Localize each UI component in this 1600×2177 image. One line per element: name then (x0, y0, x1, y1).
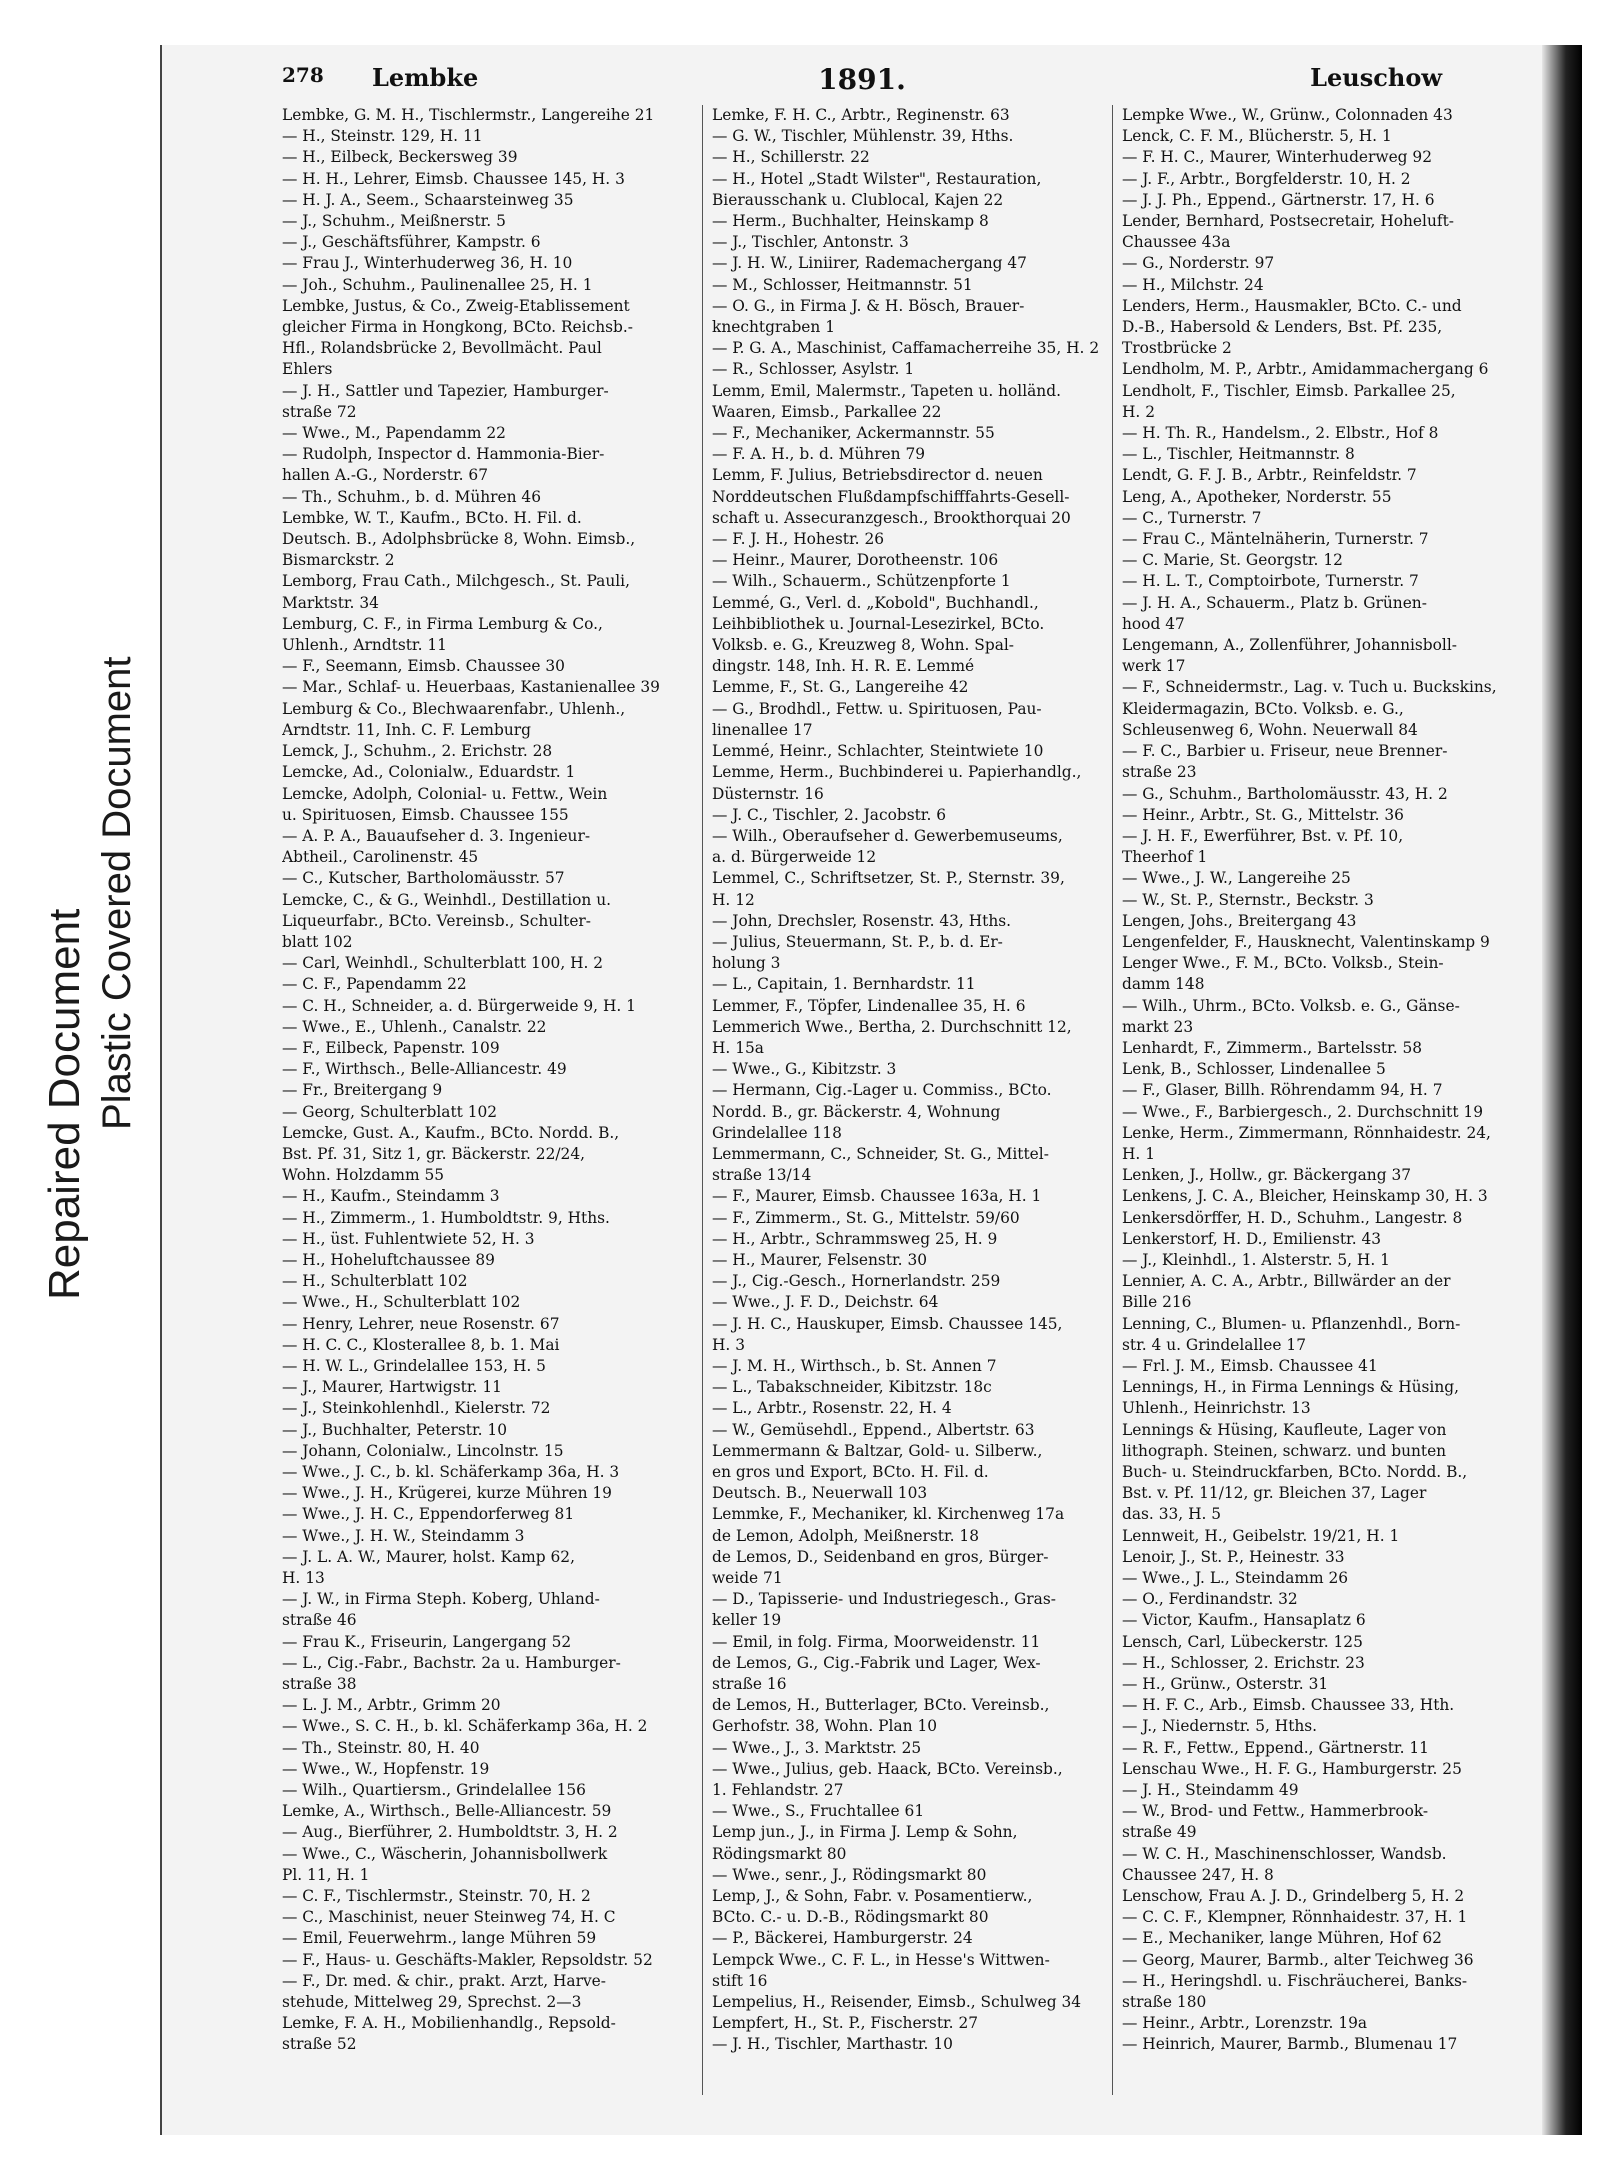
directory-entry: — W. C. H., Maschinenschlosser, Wandsb. (1122, 1844, 1447, 1863)
directory-entry: Uhlenh., Arndtstr. 11 (282, 636, 447, 655)
directory-entry: Grindelallee 118 (712, 1123, 842, 1142)
directory-entry: Lennweit, H., Geibelstr. 19/21, H. 1 (1122, 1526, 1400, 1545)
directory-entry: — Julius, Steuermann, St. P., b. d. Er- (712, 932, 1003, 951)
directory-entry: — Johann, Colonialw., Lincolnstr. 15 (282, 1441, 564, 1460)
directory-entry: damm 148 (1122, 975, 1205, 994)
directory-entry: — H. C. C., Klosterallee 8, b. 1. Mai (282, 1335, 560, 1354)
directory-entry: — J., Buchhalter, Peterstr. 10 (282, 1420, 507, 1439)
directory-entry: — J. H. W., Liniirer, Rademachergang 47 (712, 254, 1027, 273)
directory-entry: — Georg, Maurer, Barmb., alter Teichweg 36 (1122, 1950, 1474, 1969)
directory-entry: — F., Schneidermstr., Lag. v. Tuch u. Buckskins, (1122, 678, 1497, 697)
directory-entry: H. 1 (1122, 1144, 1155, 1163)
directory-entry: — Hermann, Cig.-Lager u. Commiss., BCto. (712, 1081, 1052, 1100)
directory-entry: Lemke, A., Wirthsch., Belle-Alliancestr. 59 (282, 1802, 612, 1821)
directory-entry: Lenoir, J., St. P., Heinestr. 33 (1122, 1547, 1345, 1566)
directory-entry: — L., Cig.-Fabr., Bachstr. 2a u. Hamburger- (282, 1653, 621, 1672)
directory-entry: — Frau C., Mäntelnäherin, Turnerstr. 7 (1122, 530, 1429, 549)
directory-entry: — Wwe., W., Hopfenstr. 19 (282, 1759, 490, 1778)
directory-entry: straße 16 (712, 1675, 787, 1694)
directory-entry: keller 19 (712, 1611, 782, 1630)
scan-sidebar (0, 0, 150, 2177)
directory-entry: — J. H., Tischler, Marthastr. 10 (712, 2035, 953, 2054)
directory-entry: — H., Steinstr. 129, H. 11 (282, 127, 483, 146)
directory-entry: — W., St. P., Sternstr., Beckstr. 3 (1122, 890, 1374, 909)
directory-entry: — Wilh., Oberaufseher d. Gewerbemuseums, (712, 826, 1063, 845)
directory-entry: — H., Maurer, Felsenstr. 30 (712, 1250, 928, 1269)
directory-entry: — Wwe., J. H. W., Steindamm 3 (282, 1526, 525, 1545)
directory-entry: — Heinrich, Maurer, Barmb., Blumenau 17 (1122, 2035, 1458, 2054)
directory-entry: Buch- u. Steindruckfarben, BCto. Nordd. B., (1122, 1463, 1468, 1481)
directory-entry: Lembke, W. T., Kaufm., BCto. H. Fil. d. (282, 508, 582, 527)
directory-entry: — H., üst. Fuhlentwiete 52, H. 3 (282, 1229, 535, 1248)
directory-entry: Lenkersdörffer, H. D., Schuhm., Langestr. 8 (1122, 1208, 1463, 1227)
directory-entry: — C. H., Schneider, a. d. Bürgerweide 9, H. 1 (282, 996, 636, 1015)
directory-entry: Lengemann, A., Zollenführer, Johannisboll- (1122, 636, 1457, 655)
directory-entry: — F. C., Barbier u. Friseur, neue Brenner- (1122, 742, 1448, 761)
directory-entry: Leihbibliothek u. Journal-Lesezirkel, BCto. (712, 614, 1045, 633)
directory-entry: Lenkens, J. C. A., Bleicher, Heinskamp 30, H. 3 (1122, 1187, 1488, 1206)
directory-entry: — Th., Steinstr. 80, H. 40 (282, 1738, 480, 1757)
directory-entry: — Wwe., H., Schulterblatt 102 (282, 1293, 521, 1312)
directory-entry: Lempck Wwe., C. F. L., in Hesse's Wittwen- (712, 1950, 1050, 1969)
directory-entry: — H., Hotel „Stadt Wilster", Restauration, (712, 169, 1042, 188)
directory-entry: — L. J. M., Arbtr., Grimm 20 (282, 1696, 501, 1715)
directory-entry: — Heinr., Arbtr., Lorenzstr. 19a (1122, 2014, 1368, 2033)
directory-entry: — L., Arbtr., Rosenstr. 22, H. 4 (712, 1399, 952, 1418)
directory-entry: hood 47 (1122, 614, 1185, 633)
directory-entry: — L., Tabakschneider, Kibitzstr. 18c (712, 1378, 992, 1397)
directory-entry: D.-B., Habersold & Lenders, Bst. Pf. 235, (1122, 318, 1443, 337)
directory-entry: — O. G., in Firma J. & H. Bösch, Brauer- (712, 296, 1025, 315)
directory-entry: — H., Zimmerm., 1. Humboldtstr. 9, Hths. (282, 1208, 610, 1227)
directory-entry: — P., Bäckerei, Hamburgerstr. 24 (712, 1929, 973, 1948)
directory-entry: — A. P. A., Bauaufseher d. 3. Ingenieur- (282, 826, 591, 845)
directory-entry: linenallee 17 (712, 720, 813, 739)
directory-entry: — E., Mechaniker, lange Mühren, Hof 62 (1122, 1929, 1442, 1948)
directory-entry: — Wwe., J. H., Krügerei, kurze Mühren 19 (282, 1484, 612, 1503)
directory-entry: — M., Schlosser, Heitmannstr. 51 (712, 275, 973, 294)
directory-entry: Lenschau Wwe., H. F. G., Hamburgerstr. 25 (1122, 1759, 1462, 1778)
directory-entry: — Joh., Schuhm., Paulinenallee 25, H. 1 (282, 275, 593, 294)
directory-entry: — D., Tapisserie- und Industriegesch., Gras- (712, 1590, 1056, 1609)
directory-entry: Lemborg, Frau Cath., Milchgesch., St. Pauli, (282, 572, 630, 591)
directory-entry: straße 180 (1122, 1993, 1207, 2012)
directory-entry: — Wwe., M., Papendamm 22 (282, 424, 506, 443)
directory-entry: Lemburg & Co., Blechwaarenfabr., Uhlenh., (282, 699, 626, 718)
directory-entry: — L., Tischler, Heitmannstr. 8 (1122, 445, 1355, 464)
directory-entry: — J. J. Ph., Eppend., Gärtnerstr. 17, H. 6 (1122, 190, 1435, 209)
directory-entry: straße 72 (282, 402, 357, 421)
directory-entry: Lendholt, F., Tischler, Eimsb. Parkallee 25, (1122, 381, 1456, 400)
directory-entry: Lenschow, Frau A. J. D., Grindelberg 5, H. 2 (1122, 1887, 1465, 1906)
directory-entry: Lennier, A. C. A., Arbtr., Billwärder an der (1122, 1272, 1451, 1291)
directory-entry: Lengen, Johs., Breitergang 43 (1122, 911, 1357, 930)
directory-entry: stehude, Mittelweg 29, Sprechst. 2—3 (282, 1993, 582, 2012)
directory-entry: — Heinr., Maurer, Dorotheenstr. 106 (712, 551, 999, 570)
directory-entry: — Fr., Breitergang 9 (282, 1081, 443, 1100)
directory-entry: Chaussee 247, H. 8 (1122, 1865, 1274, 1884)
directory-entry: Schleusenweg 6, Wohn. Neuerwall 84 (1122, 720, 1418, 739)
directory-entry: Nordd. B., gr. Bäckerstr. 4, Wohnung (712, 1102, 1001, 1121)
directory-entry: — J. F., Arbtr., Borgfelderstr. 10, H. 2 (1122, 169, 1411, 188)
directory-entry: — H., Hoheluftchaussee 89 (282, 1250, 495, 1269)
directory-page (160, 45, 1582, 2135)
directory-entry: Theerhof 1 (1122, 848, 1208, 867)
directory-entry: — Wwe., senr., J., Rödingsmarkt 80 (712, 1865, 987, 1884)
directory-entry: Bismarckstr. 2 (282, 551, 395, 570)
header-right-word: Leuschow (1310, 63, 1442, 92)
directory-entry: — J., Steinkohlenhdl., Kielerstr. 72 (282, 1399, 551, 1418)
directory-entry: — J., Geschäftsführer, Kampstr. 6 (282, 233, 541, 252)
directory-entry: — R. F., Fettw., Eppend., Gärtnerstr. 11 (1122, 1738, 1429, 1757)
directory-entry: Lenders, Herm., Hausmakler, BCto. C.- und (1122, 296, 1462, 315)
directory-entry: Lensch, Carl, Lübeckerstr. 125 (1122, 1632, 1363, 1651)
directory-entry: — Wilh., Schauerm., Schützenpforte 1 (712, 572, 1011, 591)
directory-entry: Lemmke, F., Mechaniker, kl. Kirchenweg 17a (712, 1505, 1065, 1524)
directory-entry: weide 71 (712, 1569, 783, 1588)
directory-entry: schaft u. Assecuranzgesch., Brookthorquai 20 (712, 508, 1071, 527)
directory-entry: de Lemos, H., Butterlager, BCto. Vereinsb., (712, 1696, 1050, 1715)
directory-entry: — Frl. J. M., Eimsb. Chaussee 41 (1122, 1356, 1378, 1375)
directory-entry: — G., Norderstr. 97 (1122, 254, 1275, 273)
directory-entry: Düsternstr. 16 (712, 784, 824, 803)
directory-entry: straße 46 (282, 1611, 357, 1630)
plastic-covered-label: Plastic Covered Document (95, 656, 139, 1130)
directory-entry: knechtgraben 1 (712, 318, 836, 337)
directory-entry: BCto. C.- u. D.-B., Rödingsmarkt 80 (712, 1908, 989, 1927)
page-header (282, 63, 1442, 99)
directory-entry: Lemmé, G., Verl. d. „Kobold", Buchhandl., (712, 593, 1039, 612)
directory-entry: str. 4 u. Grindelallee 17 (1122, 1335, 1306, 1354)
directory-entry: — G., Schuhm., Bartholomäusstr. 43, H. 2 (1122, 784, 1448, 803)
directory-entry: — Wwe., C., Wäscherin, Johannisbollwerk (282, 1844, 608, 1863)
header-left-word: Lembke (372, 63, 479, 92)
directory-entry: en gros und Export, BCto. H. Fil. d. (712, 1463, 989, 1481)
directory-entry: — J., Kleinhdl., 1. Alsterstr. 5, H. 1 (1122, 1250, 1390, 1269)
directory-entry: — C. F., Tischlermstr., Steinstr. 70, H. 2 (282, 1887, 591, 1906)
directory-entry: Lenk, B., Schlosser, Lindenallee 5 (1122, 1060, 1386, 1079)
directory-entry: — H., Schlosser, 2. Erichstr. 23 (1122, 1653, 1365, 1672)
header-year: 1891. (818, 63, 906, 96)
directory-entry: — G. W., Tischler, Mühlenstr. 39, Hths. (712, 127, 1014, 146)
directory-entry: — J. L. A. W., Maurer, holst. Kamp 62, (282, 1547, 575, 1566)
directory-entry: — Carl, Weinhdl., Schulterblatt 100, H. 2 (282, 954, 604, 973)
directory-entry: lithograph. Steinen, schwarz. und bunten (1122, 1441, 1447, 1460)
directory-entry: Lenke, Herm., Zimmermann, Rönnhaidestr. 24, (1122, 1123, 1491, 1142)
directory-entry: — J., Tischler, Antonstr. 3 (712, 233, 909, 252)
directory-column-3 (1122, 105, 1532, 2056)
directory-column-2 (712, 105, 1132, 2056)
directory-entry: — Wwe., J. C., b. kl. Schäferkamp 36a, H. 3 (282, 1463, 620, 1481)
directory-entry: — Wilh., Quartiersm., Grindelallee 156 (282, 1781, 586, 1800)
directory-entry: werk 17 (1122, 657, 1186, 676)
directory-entry: Lemp, J., & Sohn, Fabr. v. Posamentierw., (712, 1887, 1033, 1906)
directory-entry: — F., Glaser, Billh. Röhrendamm 94, H. 7 (1122, 1081, 1443, 1100)
directory-entry: Abtheil., Carolinenstr. 45 (282, 848, 479, 867)
directory-entry: dingstr. 148, Inh. H. R. E. Lemmé (712, 657, 975, 676)
directory-entry: Lembke, Justus, & Co., Zweig-Etablissement (282, 296, 630, 315)
directory-entry: — Wwe., G., Kibitzstr. 3 (712, 1060, 897, 1079)
directory-entry: u. Spirituosen, Eimsb. Chaussee 155 (282, 805, 569, 824)
directory-entry: Lenning, C., Blumen- u. Pflanzenhdl., Born- (1122, 1314, 1461, 1333)
directory-entry: gleicher Firma in Hongkong, BCto. Reichsb.- (282, 318, 633, 337)
directory-entry: — H., Kaufm., Steindamm 3 (282, 1187, 500, 1206)
directory-entry: Lenck, C. F. M., Blücherstr. 5, H. 1 (1122, 127, 1392, 146)
directory-entry: — F., Seemann, Eimsb. Chaussee 30 (282, 657, 565, 676)
directory-entry: Lempke Wwe., W., Grünw., Colonnaden 43 (1122, 106, 1453, 124)
directory-entry: — J. H., Sattler und Tapezier, Hamburger- (282, 381, 609, 400)
directory-entry: — Aug., Bierführer, 2. Humboldtstr. 3, H. 2 (282, 1823, 618, 1842)
directory-entry: Lender, Bernhard, Postsecretair, Hoheluft- (1122, 212, 1454, 231)
directory-entry: — J., Niedernstr. 5, Hths. (1122, 1717, 1318, 1736)
directory-entry: — Wwe., J. F. D., Deichstr. 64 (712, 1293, 939, 1312)
directory-entry: — Wwe., E., Uhlenh., Canalstr. 22 (282, 1017, 547, 1036)
directory-entry: — R., Schlosser, Asylstr. 1 (712, 360, 915, 379)
directory-entry: — C., Maschinist, neuer Steinweg 74, H. C (282, 1908, 616, 1927)
directory-entry: — Emil, in folg. Firma, Moorweidenstr. 11 (712, 1632, 1041, 1651)
directory-entry: — Mar., Schlaf- u. Heuerbaas, Kastanienallee 39 (282, 678, 660, 697)
directory-entry: markt 23 (1122, 1017, 1194, 1036)
directory-entry: Lenkerstorf, H. D., Emilienstr. 43 (1122, 1229, 1382, 1248)
directory-entry: Lenhardt, F., Zimmerm., Bartelsstr. 58 (1122, 1038, 1423, 1057)
directory-entry: — W., Brod- und Fettw., Hammerbrook- (1122, 1802, 1429, 1821)
directory-entry: — F., Zimmerm., St. G., Mittelstr. 59/60 (712, 1208, 1020, 1227)
directory-entry: H. 13 (282, 1569, 325, 1588)
directory-entry: — Wwe., F., Barbiergesch., 2. Durchschnitt 19 (1122, 1102, 1483, 1121)
directory-entry: Lemke, F. A. H., Mobilienhandlg., Repsold- (282, 2014, 616, 2033)
directory-entry: — H., Milchstr. 24 (1122, 275, 1264, 294)
directory-entry: — Frau J., Winterhuderweg 36, H. 10 (282, 254, 573, 273)
directory-entry: — Wilh., Uhrm., BCto. Volksb. e. G., Gänse- (1122, 996, 1460, 1015)
directory-entry: — P. G. A., Maschinist, Caffamacherreihe 35, H. 2 (712, 339, 1100, 358)
page-edge (1542, 45, 1582, 2135)
directory-entry: Lembke, G. M. H., Tischlermstr., Langereihe 21 (282, 106, 655, 124)
directory-entry: Lenger Wwe., F. M., BCto. Volksb., Stein- (1122, 954, 1444, 973)
directory-entry: Lendholm, M. P., Arbtr., Amidammachergang 6 (1122, 360, 1489, 379)
directory-entry: — H., Grünw., Osterstr. 31 (1122, 1675, 1329, 1694)
directory-entry: a. d. Bürgerweide 12 (712, 848, 877, 867)
directory-entry: straße 38 (282, 1675, 357, 1694)
directory-entry: — C., Turnerstr. 7 (1122, 508, 1262, 527)
directory-entry: Lemburg, C. F., in Firma Lemburg & Co., (282, 614, 603, 633)
directory-entry: — F. A. H., b. d. Mühren 79 (712, 445, 926, 464)
directory-entry: Lemcke, Adolph, Colonial- u. Fettw., Wein (282, 784, 608, 803)
directory-entry: — J. H., Steindamm 49 (1122, 1781, 1299, 1800)
directory-entry: H. 3 (712, 1335, 745, 1354)
directory-entry: Lennings & Hüsing, Kaufleute, Lager von (1122, 1420, 1447, 1439)
directory-entry: Ehlers (282, 360, 333, 379)
directory-entry: Lemcke, Gust. A., Kaufm., BCto. Nordd. B., (282, 1123, 620, 1142)
directory-entry: — Henry, Lehrer, neue Rosenstr. 67 (282, 1314, 560, 1333)
directory-entry: blatt 102 (282, 932, 353, 951)
directory-entry: — Wwe., J., 3. Marktstr. 25 (712, 1738, 922, 1757)
directory-entry: — L., Capitain, 1. Bernhardstr. 11 (712, 975, 976, 994)
directory-entry: Wohn. Holzdamm 55 (282, 1166, 445, 1185)
directory-entry: Waaren, Eimsb., Parkallee 22 (712, 402, 942, 421)
directory-entry: — J., Schuhm., Meißnerstr. 5 (282, 212, 506, 231)
directory-entry: — Georg, Schulterblatt 102 (282, 1102, 498, 1121)
directory-entry: Lempfert, H., St. P., Fischerstr. 27 (712, 2014, 979, 2033)
directory-entry: Chaussee 43a (1122, 233, 1231, 252)
directory-entry: Lemp jun., J., in Firma J. Lemp & Sohn, (712, 1823, 1018, 1842)
directory-entry: — Wwe., S., Fruchtallee 61 (712, 1802, 925, 1821)
directory-entry: Gerhofstr. 38, Wohn. Plan 10 (712, 1717, 938, 1736)
directory-entry: Hfl., Rolandsbrücke 2, Bevollmächt. Paul (282, 339, 602, 358)
directory-entry: — H. Th. R., Handelsm., 2. Elbstr., Hof 8 (1122, 424, 1439, 443)
directory-entry: — C., Kutscher, Bartholomäusstr. 57 (282, 869, 565, 888)
directory-entry: — F., Dr. med. & chir., prakt. Arzt, Harve- (282, 1971, 606, 1990)
directory-entry: — H. J. A., Seem., Schaarsteinweg 35 (282, 190, 574, 209)
directory-entry: holung 3 (712, 954, 781, 973)
directory-entry: — Heinr., Arbtr., St. G., Mittelstr. 36 (1122, 805, 1404, 824)
directory-entry: — Emil, Feuerwehrm., lange Mühren 59 (282, 1929, 597, 1948)
directory-entry: hallen A.-G., Norderstr. 67 (282, 466, 488, 485)
directory-entry: — J. C., Tischler, 2. Jacobstr. 6 (712, 805, 947, 824)
directory-entry: 1. Fehlandstr. 27 (712, 1781, 844, 1800)
directory-entry: Lemmermann, C., Schneider, St. G., Mittel- (712, 1144, 1049, 1163)
directory-entry: — H. L. T., Comptoirbote, Turnerstr. 7 (1122, 572, 1419, 591)
directory-entry: — J. W., in Firma Steph. Koberg, Uhland- (282, 1590, 600, 1609)
directory-entry: Lemcke, Ad., Colonialw., Eduardstr. 1 (282, 763, 576, 782)
directory-entry: stift 16 (712, 1971, 768, 1990)
directory-entry: de Lemon, Adolph, Meißnerstr. 18 (712, 1526, 980, 1545)
directory-entry: — H. F. C., Arb., Eimsb. Chaussee 33, Hth. (1122, 1696, 1455, 1715)
directory-entry: Trostbrücke 2 (1122, 339, 1232, 358)
directory-entry: — F., Haus- u. Geschäfts-Makler, Repsoldstr. 52 (282, 1950, 653, 1969)
directory-entry: — Wwe., S. C. H., b. kl. Schäferkamp 36a, H. 2 (282, 1717, 648, 1736)
directory-entry: Lemm, F. Julius, Betriebsdirector d. neuen (712, 466, 1043, 485)
directory-entry: — H., Schillerstr. 22 (712, 148, 870, 167)
directory-entry: Volksb. e. G., Kreuzweg 8, Wohn. Spal- (712, 636, 1014, 655)
directory-entry: Bierausschank u. Clublocal, Kajen 22 (712, 190, 1004, 209)
directory-entry: Liqueurfabr., BCto. Vereinsb., Schulter- (282, 911, 591, 930)
directory-entry: Marktstr. 34 (282, 593, 379, 612)
directory-entry: H. 2 (1122, 402, 1155, 421)
directory-entry: Lemmer, F., Töpfer, Lindenallee 35, H. 6 (712, 996, 1026, 1015)
directory-entry: — F., Mechaniker, Ackermannstr. 55 (712, 424, 995, 443)
directory-entry: — Th., Schuhm., b. d. Mühren 46 (282, 487, 542, 506)
directory-entry: de Lemos, D., Seidenband en gros, Bürger- (712, 1547, 1049, 1566)
directory-entry: straße 13/14 (712, 1166, 812, 1185)
directory-entry: Lemmé, Heinr., Schlachter, Steintwiete 10 (712, 742, 1044, 761)
directory-entry: — Frau K., Friseurin, Langergang 52 (282, 1632, 572, 1651)
directory-entry: — G., Brodhdl., Fettw. u. Spirituosen, Pau- (712, 699, 1042, 718)
directory-entry: — Wwe., Julius, geb. Haack, BCto. Vereinsb., (712, 1759, 1063, 1778)
directory-entry: Lemm, Emil, Malermstr., Tapeten u. holländ. (712, 381, 1061, 400)
directory-entry: — J. H. C., Hauskuper, Eimsb. Chaussee 145, (712, 1314, 1063, 1333)
directory-entry: Lengenfelder, F., Hausknecht, Valentinskamp 9 (1122, 932, 1490, 951)
directory-entry: H. 12 (712, 890, 755, 909)
directory-entry: Deutsch. B., Adolphsbrücke 8, Wohn. Eimsb., (282, 530, 636, 549)
directory-entry: straße 49 (1122, 1823, 1197, 1842)
directory-entry: Lemmel, C., Schriftsetzer, St. P., Sternstr. 39, (712, 869, 1065, 888)
directory-entry: Lennings, H., in Firma Lennings & Hüsing, (1122, 1378, 1460, 1397)
directory-entry: Lemcke, C., & G., Weinhdl., Destillation u. (282, 890, 612, 909)
directory-entry: straße 52 (282, 2035, 357, 2054)
directory-entry: Lemke, F. H. C., Arbtr., Reginenstr. 63 (712, 106, 1010, 124)
directory-entry: — J. H. F., Ewerführer, Bst. v. Pf. 10, (1122, 826, 1404, 845)
directory-entry: — H., Arbtr., Schrammsweg 25, H. 9 (712, 1229, 998, 1248)
directory-entry: — W., Gemüsehdl., Eppend., Albertstr. 63 (712, 1420, 1035, 1439)
directory-entry: de Lemos, G., Cig.-Fabrik und Lager, Wex- (712, 1653, 1041, 1672)
directory-entry: Lemck, J., Schuhm., 2. Erichstr. 28 (282, 742, 553, 761)
directory-entry: Deutsch. B., Neuerwall 103 (712, 1484, 928, 1503)
directory-entry: — C. F., Papendamm 22 (282, 975, 467, 994)
directory-entry: — F. H. C., Maurer, Winterhuderweg 92 (1122, 148, 1433, 167)
directory-entry: — F. J. H., Hohestr. 26 (712, 530, 885, 549)
directory-entry: Arndtstr. 11, Inh. C. F. Lemburg (282, 720, 531, 739)
directory-entry: — Herm., Buchhalter, Heinskamp 8 (712, 212, 989, 231)
directory-entry: — H., Eilbeck, Beckersweg 39 (282, 148, 518, 167)
directory-entry: — J. H. A., Schauerm., Platz b. Grünen- (1122, 593, 1427, 612)
directory-entry: — Rudolph, Inspector d. Hammonia-Bier- (282, 445, 605, 464)
page-number: 278 (282, 63, 324, 87)
directory-entry: — Wwe., J. H. C., Eppendorferweg 81 (282, 1505, 575, 1524)
directory-entry: — H., Schulterblatt 102 (282, 1272, 468, 1291)
directory-entry: Bille 216 (1122, 1293, 1192, 1312)
repaired-document-label: Repaired Document (40, 908, 89, 1300)
directory-entry: — F., Maurer, Eimsb. Chaussee 163a, H. 1 (712, 1187, 1042, 1206)
directory-entry: Leng, A., Apotheker, Norderstr. 55 (1122, 487, 1392, 506)
directory-entry: Lendt, G. F. J. B., Arbtr., Reinfeldstr. 7 (1122, 466, 1417, 485)
directory-column-1 (282, 105, 702, 2056)
directory-entry: Lemme, Herm., Buchbinderei u. Papierhandlg., (712, 763, 1082, 782)
directory-entry: das. 33, H. 5 (1122, 1505, 1222, 1524)
directory-entry: Lemmermann & Baltzar, Gold- u. Silberw., (712, 1441, 1043, 1460)
directory-entry: — Wwe., J. W., Langereihe 25 (1122, 869, 1351, 888)
directory-entry: straße 23 (1122, 763, 1197, 782)
directory-entry: — J., Cig.-Gesch., Hornerlandstr. 259 (712, 1272, 1001, 1291)
directory-entry: H. 15a (712, 1038, 764, 1057)
directory-entry: Uhlenh., Heinrichstr. 13 (1122, 1399, 1311, 1418)
directory-entry: — H., Heringshdl. u. Fischräucherei, Banks- (1122, 1971, 1468, 1990)
directory-entry: Norddeutschen Flußdampfschifffahrts-Gesell- (712, 487, 1070, 506)
directory-entry: — O., Ferdinandstr. 32 (1122, 1590, 1298, 1609)
directory-entry: — C. C. F., Klempner, Rönnhaidestr. 37, H. 1 (1122, 1908, 1468, 1927)
directory-entry: — H. W. L., Grindelallee 153, H. 5 (282, 1356, 546, 1375)
directory-entry: — C. Marie, St. Georgstr. 12 (1122, 551, 1343, 570)
directory-entry: Kleidermagazin, BCto. Volksb. e. G., (1122, 699, 1404, 718)
directory-entry: Lenken, J., Hollw., gr. Bäckergang 37 (1122, 1166, 1412, 1185)
directory-entry: Lemmerich Wwe., Bertha, 2. Durchschnitt 12, (712, 1017, 1072, 1036)
directory-entry: Bst. v. Pf. 11/12, gr. Bleichen 37, Lager (1122, 1484, 1427, 1503)
directory-entry: — John, Drechsler, Rosenstr. 43, Hths. (712, 911, 1012, 930)
directory-entry: Lemme, F., St. G., Langereihe 42 (712, 678, 969, 697)
directory-entry: — Victor, Kaufm., Hansaplatz 6 (1122, 1611, 1366, 1630)
directory-entry: — J., Maurer, Hartwigstr. 11 (282, 1378, 502, 1397)
directory-entry: — F., Wirthsch., Belle-Alliancestr. 49 (282, 1060, 567, 1079)
directory-entry: — Wwe., J. L., Steindamm 26 (1122, 1569, 1349, 1588)
directory-entry: — J. M. H., Wirthsch., b. St. Annen 7 (712, 1356, 997, 1375)
directory-entry: Bst. Pf. 31, Sitz 1, gr. Bäckerstr. 22/24, (282, 1144, 586, 1163)
directory-entry: — F., Eilbeck, Papenstr. 109 (282, 1038, 500, 1057)
directory-entry: Pl. 11, H. 1 (282, 1865, 370, 1884)
directory-entry: — H. H., Lehrer, Eimsb. Chaussee 145, H. 3 (282, 169, 625, 188)
directory-entry: Rödingsmarkt 80 (712, 1844, 847, 1863)
directory-entry: Lempelius, H., Reisender, Eimsb., Schulweg 34 (712, 1993, 1082, 2012)
column-divider (702, 105, 703, 2095)
